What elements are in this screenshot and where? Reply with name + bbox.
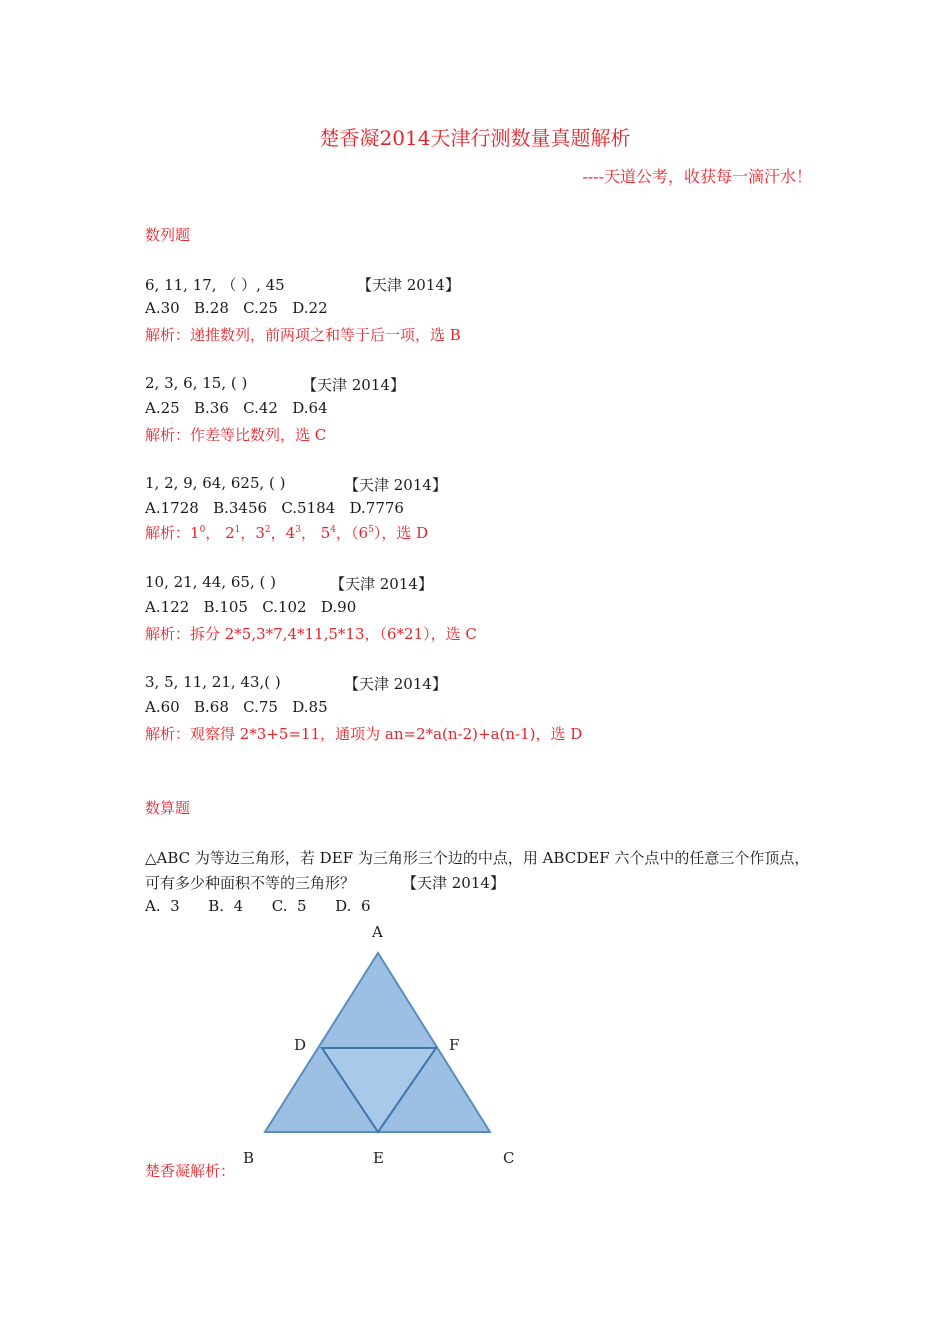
question-options: A.1728 B.3456 C.5184 D.7776 — [145, 499, 404, 517]
question-stem-line2: 可有多少种面积不等的三角形？ — [145, 874, 356, 892]
analysis-label: 楚香凝解析： — [145, 1162, 236, 1180]
question-stem: 1, 2, 9, 64, 625, ( ) — [145, 474, 286, 492]
question-tag: 【天津 2014】 — [330, 575, 433, 593]
question-stem: 10, 21, 44, 65, ( ) — [145, 573, 276, 591]
question-tag: 【天津 2014】 — [302, 376, 405, 394]
triangle-figure — [240, 920, 530, 1180]
question-tag: 【天津 2014】 — [357, 276, 460, 294]
question-analysis: 解析：作差等比数列，选 C — [145, 426, 327, 444]
question-stem: 3, 5, 11, 21, 43,( ) — [145, 673, 281, 691]
question-stem: 2, 3, 6, 15, ( ) — [145, 374, 248, 392]
section-heading-calculation: 数算题 — [145, 799, 191, 817]
question-stem-line1: △ABC 为等边三角形，若 DEF 为三角形三个边的中点，用 ABCDEF 六个点中的任意三个作顶点， — [145, 849, 810, 867]
question-tag: 【天津 2014】 — [344, 675, 447, 693]
vertex-label-e: E — [373, 1149, 384, 1167]
question-analysis: 解析：观察得 2*3+5=11，通项为 an=2*a(n-2)+a(n-1)，选 D — [145, 725, 583, 743]
question-options: A.30 B.28 C.25 D.22 — [145, 299, 328, 317]
question-analysis: 解析：拆分 2*5,3*7,4*11,5*13，（6*21），选 C — [145, 625, 477, 643]
question-analysis-powers: 解析：$1^0$， $2^1$，$3^2$，$4^3$， $5^4$，$(6^5)$，选 D — [145, 524, 429, 542]
question-options: A.25 B.36 C.42 D.64 — [145, 399, 328, 417]
question-tag: 【天津 2014】 — [344, 476, 447, 494]
question-stem: 6, 11, 17, （ ）, 45 — [145, 276, 285, 294]
document-subtitle: ----天道公考，收获每一滴汗水！ — [582, 167, 812, 186]
question-options: A.60 B.68 C.75 D.85 — [145, 698, 328, 716]
vertex-label-f: F — [449, 1036, 460, 1054]
section-heading-sequences: 数列题 — [145, 226, 191, 244]
vertex-label-c: C — [503, 1149, 515, 1167]
question-options: A. 3 B. 4 C. 5 D. 6 — [145, 897, 371, 915]
document-title: 楚香凝2014天津行测数量真题解析 — [319, 126, 631, 150]
question-options: A.122 B.105 C.102 D.90 — [145, 598, 357, 616]
vertex-label-d: D — [294, 1036, 307, 1054]
vertex-label-a: A — [372, 923, 383, 941]
vertex-label-b: B — [243, 1149, 255, 1167]
question-analysis: 解析：递推数列，前两项之和等于后一项，选 B — [145, 326, 461, 344]
analysis-prefix: 解析： — [145, 524, 191, 542]
question-tag: 【天津 2014】 — [402, 874, 505, 892]
